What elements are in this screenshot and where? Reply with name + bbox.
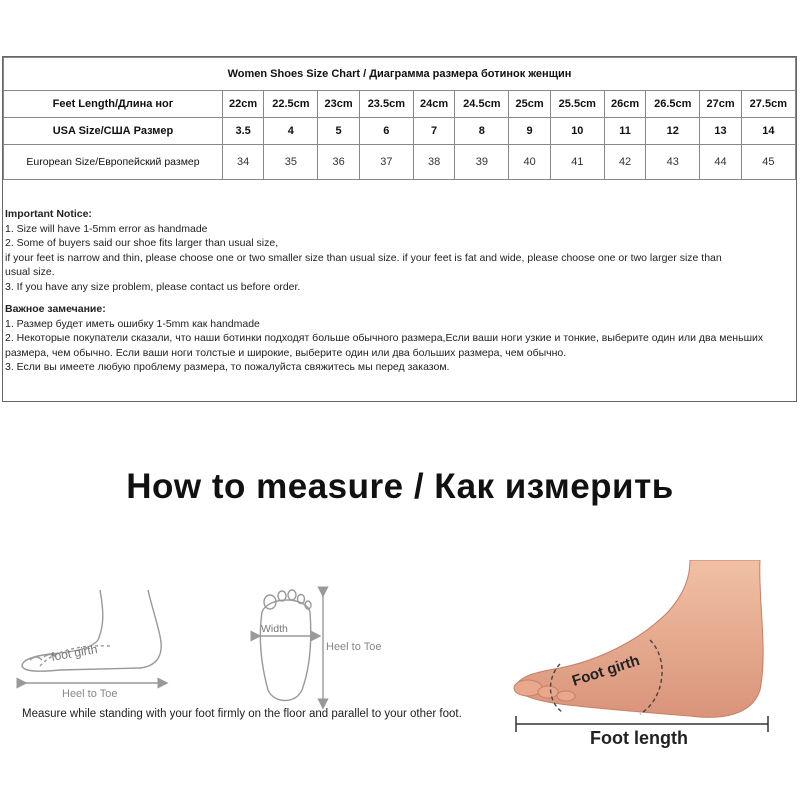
table-cell: 5 [318, 118, 359, 145]
notice-line: 1. Размер будет иметь ошибку 1-5mm как handmade [5, 317, 260, 330]
table-cell: 24.5cm [455, 91, 509, 118]
size-chart-sheet [2, 56, 797, 402]
table-cell: 45 [741, 145, 795, 180]
table-cell: 3.5 [223, 118, 264, 145]
notice-line: 2. Некоторые покупатели сказали, что наши ботинки подходят больше обычного размера,Если ваши ноги узкие и тонкие, выберите один или два меньших размера, чем обычно. Если ваши ноги толстые и широкие, выберите один или два больших размера, чем обычно. [5, 332, 764, 359]
table-cell: 7 [413, 118, 454, 145]
table-cell: 26cm [604, 91, 645, 118]
row-label: Feet Length/Длина ног [4, 91, 223, 118]
table-cell: 41 [550, 145, 604, 180]
table-cell: 11 [604, 118, 645, 145]
table-cell: 25cm [509, 91, 550, 118]
table-cell: 40 [509, 145, 550, 180]
table-cell: 36 [318, 145, 359, 180]
table-cell: 9 [509, 118, 550, 145]
notice-line: usual size. [5, 266, 55, 278]
how-to-measure-title: How to measure / Как измерить [126, 467, 674, 506]
table-cell: 24cm [413, 91, 454, 118]
table-cell: 8 [455, 118, 509, 145]
notice-block [5, 207, 795, 375]
width-label: Width [261, 623, 288, 635]
foot-length-label: Foot length [590, 728, 688, 748]
table-cell: 13 [700, 118, 741, 145]
table-cell: 44 [700, 145, 741, 180]
table-cell: 23.5cm [359, 91, 413, 118]
table-row [4, 118, 796, 145]
foot-girth-label-photo: Foot girth [569, 652, 642, 690]
measure-caption: Measure while standing with your foot firmly on the floor and parallel to your other foot. [22, 708, 462, 720]
table-cell: 37 [359, 145, 413, 180]
notice-heading-en: Important Notice: [5, 208, 92, 220]
table-cell: 26.5cm [646, 91, 700, 118]
table-cell: 6 [359, 118, 413, 145]
table-cell: 23cm [318, 91, 359, 118]
table-cell: 4 [264, 118, 318, 145]
table-cell: 27cm [700, 91, 741, 118]
table-cell: 22.5cm [264, 91, 318, 118]
footprint-sketch [256, 590, 323, 704]
notice-line: 3. If you have any size problem, please contact us before order. [5, 280, 301, 293]
table-cell: 35 [264, 145, 318, 180]
foot-photo [514, 560, 768, 732]
side-foot-sketch [22, 590, 163, 683]
row-label: USA Size/США Размер [4, 118, 223, 145]
table-cell: 43 [646, 145, 700, 180]
table-row [4, 145, 796, 180]
notice-line: 3. Если вы имеете любую проблему размера, то пожалуйста свяжитесь мы перед заказом. [5, 361, 450, 373]
table-cell: 42 [604, 145, 645, 180]
table-row [4, 91, 796, 118]
notice-line: 1. Size will have 1-5mm error as handmade [5, 222, 208, 235]
notice-line: 2. Some of buyers said our shoe fits larger than usual size, [5, 237, 279, 249]
table-cell: 22cm [223, 91, 264, 118]
table-cell: 14 [741, 118, 795, 145]
measure-illustrations [0, 560, 800, 800]
table-cell: 25.5cm [550, 91, 604, 118]
heel-to-toe-label-right: Heel to Toe [326, 641, 382, 653]
table-cell: 10 [550, 118, 604, 145]
table-cell: 27.5cm [741, 91, 795, 118]
table-cell: 39 [455, 145, 509, 180]
table-cell: 38 [413, 145, 454, 180]
table-cell: 34 [223, 145, 264, 180]
notice-heading-ru: Важное замечание: [5, 303, 106, 315]
table-cell: 12 [646, 118, 700, 145]
heel-to-toe-label-left: Heel to Toe [62, 688, 118, 700]
size-table [3, 57, 796, 180]
size-chart-title: Women Shoes Size Chart / Диаграмма размера ботинок женщин [4, 58, 796, 91]
notice-line: if your feet is narrow and thin, please choose one or two smaller size than usual size. if your feet is fat and wide, please choose one or two larger size than [5, 251, 722, 264]
row-label: European Size/Европейский размер [4, 145, 223, 180]
foot-girth-label-left: foot girth [50, 642, 99, 664]
